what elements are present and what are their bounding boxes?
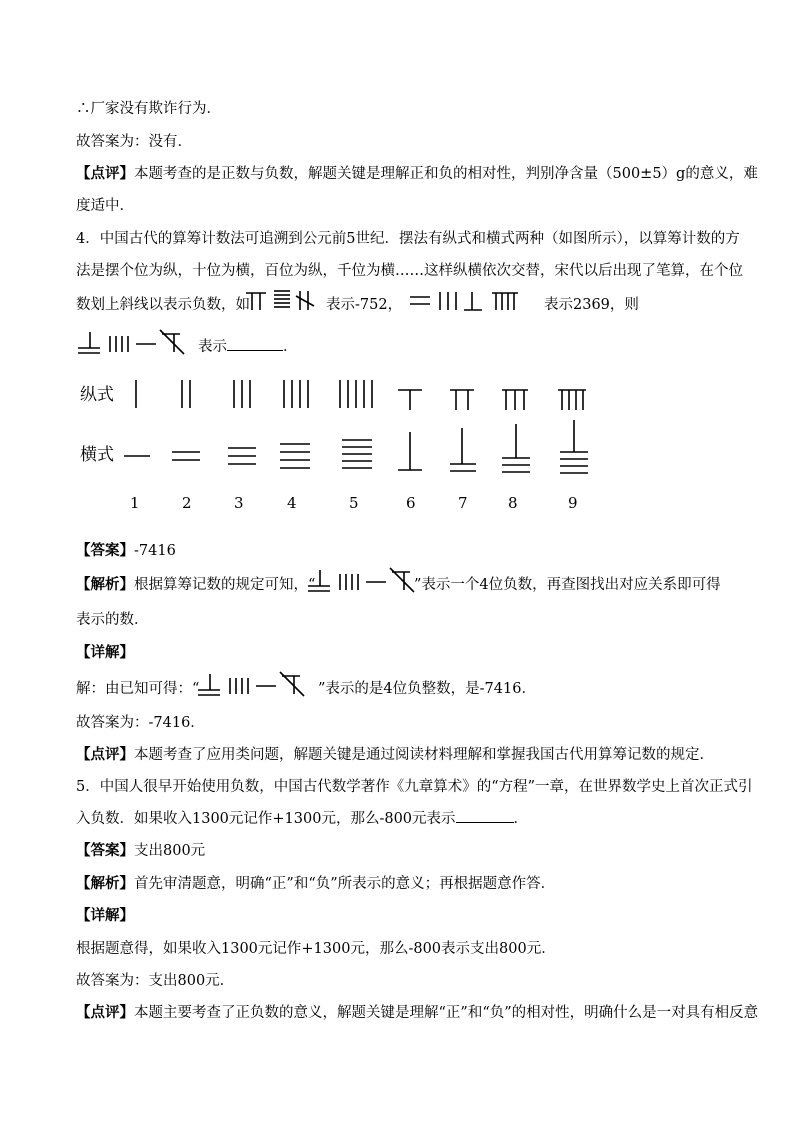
conclusion-line: ∴厂家没有欺诈行为． [76, 101, 221, 117]
detail-4-label-text: 【详解】 [76, 645, 134, 661]
analysis-4-line-2: 表示的数． [76, 612, 149, 628]
answer-5-label: 【答案】 [76, 843, 134, 859]
analysis-5-text: 首先审清题意，明确“正”和“负”所表示的意义；再根据题意作答． [134, 876, 556, 892]
question-4-line-3: 数划上斜线以表示负数，如 [76, 297, 250, 313]
final-answer-5: 故答案为：支出800元． [76, 973, 235, 989]
numeral-4: 4 [287, 494, 297, 512]
comment-5-line [76, 1004, 758, 1022]
comment-text: 本题考查的是正数与负数，解题关键是理解正和负的相对性，判别净含量（500±5）g的意义，难 [134, 166, 758, 182]
rod-question-minus-7416 [76, 328, 191, 358]
question-5-end: ． [513, 811, 529, 827]
analysis-4-text-2: ”表示一个4位负数，再查图找出对应关系即可得 [414, 577, 721, 593]
detail-5-label-text: 【详解】 [76, 908, 134, 924]
example-2-meaning: 表示2369，则 [544, 297, 639, 313]
numeral-1: 1 [130, 494, 140, 512]
question-4-line-1: 4．中国古代的算筹计数法可追溯到公元前5世纪．摆法有纵式和横式两种（如图所示），以算筹计数的方 [76, 231, 740, 247]
answer-4-line [76, 542, 176, 560]
numeral-2: 2 [182, 494, 192, 512]
question-4-line-2: 法是摆个位为纵，十位为横，百位为纵，千位为横……这样纵横依次交替，宋代以后出现了笔算，在个位 [76, 263, 743, 279]
answer-5-value: 支出800元 [134, 843, 206, 859]
rod-example-minus-752 [244, 288, 324, 314]
detail-5-line: 根据题意得，如果收入1300元记作+1300元，那么-800表示支出800元． [76, 941, 556, 957]
analysis-4-label: 【解析】 [76, 577, 134, 593]
question-5-line-1: 5．中国人很早开始使用负数，中国古代数学著作《九章算术》的“方程”一章，在世界数学史上首次正式引 [76, 779, 753, 795]
rod-solution-minus-7416 [196, 670, 311, 700]
numeral-5: 5 [349, 494, 359, 512]
question-5-line-2 [76, 810, 528, 828]
answer-5-line [76, 842, 205, 860]
comment-4-text: 本题考查了应用类问题，解题关键是通过阅读材料理解和掌握我国古代用算筹记数的规定． [134, 747, 714, 763]
question-4-prompt-text: 表示 [198, 339, 227, 355]
numeral-7: 7 [458, 494, 468, 512]
answer-blank [227, 338, 283, 351]
comment-5-text: 本题主要考查了正负数的意义，解题关键是理解“正”和“负”的相对性，明确什么是一对具有相反意 [134, 1005, 759, 1021]
comment-line-2: 度适中． [76, 198, 134, 214]
question-5-text: 入负数．如果收入1300元记作+1300元，那么-800元表示 [76, 811, 456, 827]
answer-line: 故答案为：没有． [76, 134, 192, 150]
comment-label: 【点评】 [76, 166, 134, 182]
solution-4-line-start: 解：由已知可得：“ [76, 681, 200, 697]
analysis-4-text-1: 根据算筹记数的规定可知，“ [134, 577, 316, 593]
numeral-6: 6 [406, 494, 416, 512]
comment-4-line [76, 746, 714, 764]
question-4-prompt-end: ． [283, 339, 298, 355]
comment-4-label: 【点评】 [76, 747, 134, 763]
vertical-form-label: 纵式 [80, 385, 114, 405]
detail-4-label [76, 644, 134, 662]
solution-4-line-end: ”表示的是4位负整数，是-7416． [318, 681, 536, 697]
comment-5-label: 【点评】 [76, 1005, 134, 1021]
numeral-8: 8 [508, 494, 518, 512]
answer-4-value: -7416 [134, 543, 176, 559]
analysis-4-line [76, 576, 315, 594]
analysis-5-label: 【解析】 [76, 876, 134, 892]
rod-numeral-table [120, 372, 600, 492]
question-4-prompt [198, 338, 298, 356]
rod-analysis-minus-7416 [306, 566, 421, 596]
detail-5-label [76, 907, 134, 925]
analysis-5-line [76, 875, 555, 893]
final-answer-4: 故答案为：-7416． [76, 715, 205, 731]
numeral-3: 3 [234, 494, 244, 512]
answer-blank-5 [456, 810, 514, 823]
example-1-meaning: 表示-752， [326, 297, 403, 313]
horizontal-form-label: 横式 [80, 445, 114, 465]
numeral-9: 9 [568, 494, 578, 512]
rod-example-2369 [408, 288, 538, 314]
answer-4-label: 【答案】 [76, 543, 134, 559]
comment-line [76, 165, 758, 183]
